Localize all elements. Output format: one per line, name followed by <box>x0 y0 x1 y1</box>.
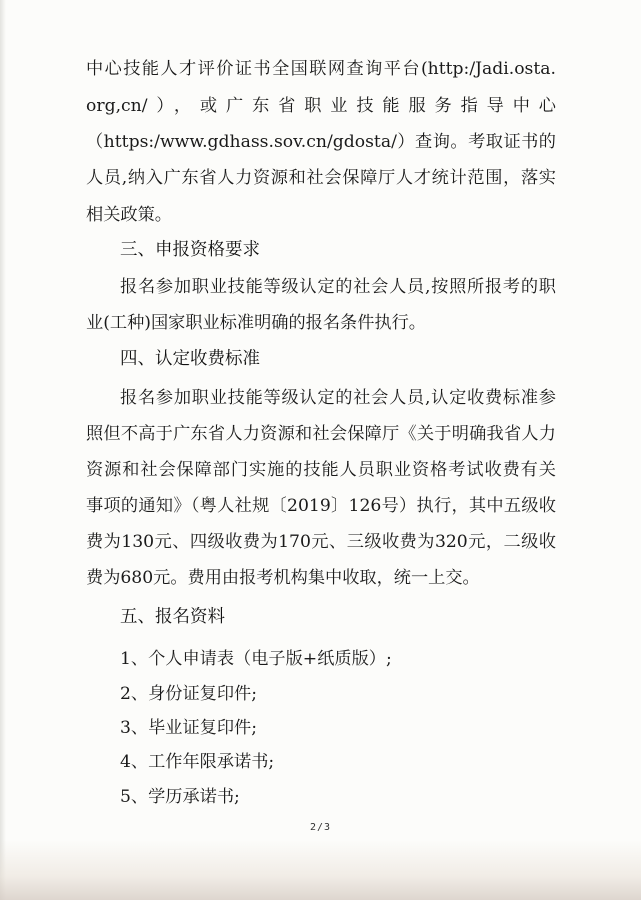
list-item: 3、毕业证复印件; <box>120 718 258 738</box>
paragraph-line: 费为680元。费用由报考机构集中收取，统一上交。 <box>86 568 480 588</box>
paragraph-line: 资源和社会保障部门实施的技能人员职业资格考试收费有关 <box>86 460 556 480</box>
list-item: 1、个人申请表（电子版+纸质版）; <box>120 649 392 669</box>
paragraph-line: （https:/www.gdhass.sov.cn/gdosta/）查询。考取证书的 <box>86 132 556 152</box>
page-edge-shadow <box>0 0 6 900</box>
list-item: 5、学历承诺书; <box>120 787 240 807</box>
paragraph-line: 报名参加职业技能等级认定的社会人员,认定收费标准参 <box>120 388 556 408</box>
section-heading-fees: 四、认定收费标准 <box>120 349 260 369</box>
paragraph-line: 人员,纳入广东省人力资源和社会保障厅人才统计范围，落实 <box>86 168 556 188</box>
paragraph-line: 事项的通知》（粤人社规〔2019〕126号）执行，其中五级收 <box>86 496 556 516</box>
paragraph-line: 业(工种)国家职业标准明确的报名条件执行。 <box>86 313 426 333</box>
page-number: 2/3 <box>309 822 332 833</box>
section-heading-materials: 五、报名资料 <box>120 607 225 627</box>
paragraph-line: 中心技能人才评价证书全国联网查询平台(http:/Jadi.osta. <box>86 59 556 79</box>
paragraph-line: 费为130元、四级收费为170元、三级收费为320元，二级收 <box>86 532 556 552</box>
paragraph-line: 照但不高于广东省人力资源和社会保障厅《关于明确我省人力 <box>86 424 556 444</box>
section-heading-eligibility: 三、申报资格要求 <box>120 240 260 260</box>
list-item: 2、身份证复印件; <box>120 684 258 704</box>
paragraph-line: org,cn/），或广东省职业技能服务指导中心 <box>86 96 556 116</box>
paragraph-line: 报名参加职业技能等级认定的社会人员,按照所报考的职 <box>120 277 556 297</box>
paragraph-line: 相关政策。 <box>86 205 172 225</box>
list-item: 4、工作年限承诺书; <box>120 752 275 772</box>
page-bottom-shadow <box>0 840 641 900</box>
